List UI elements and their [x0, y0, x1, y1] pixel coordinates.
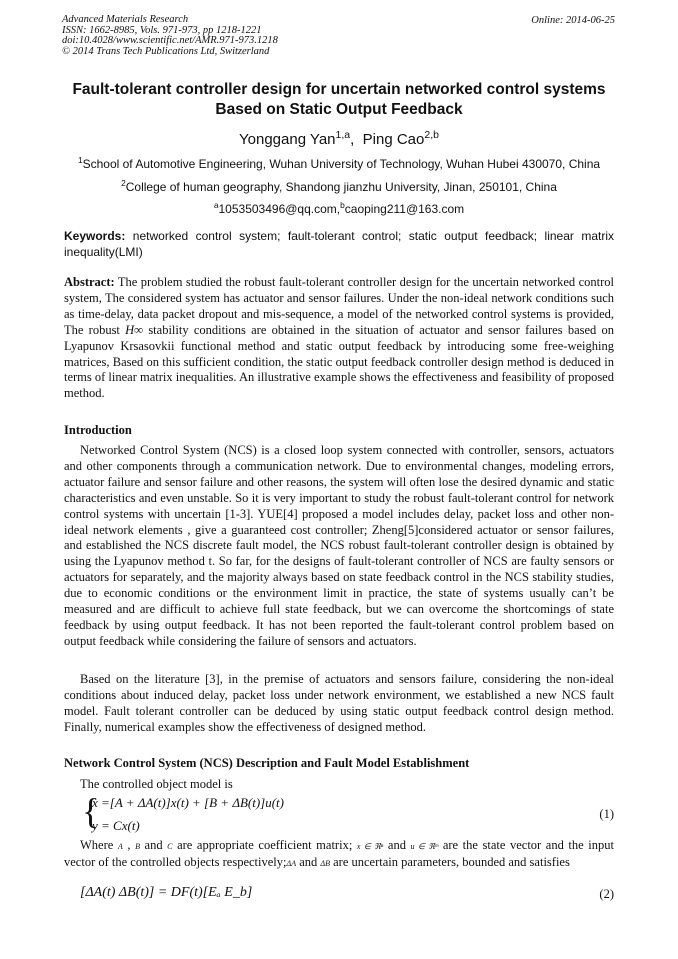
author-1: Yonggang Yan: [239, 131, 336, 148]
u-in-rm: u ∈ ℜᵐ: [410, 842, 439, 851]
keywords-text: networked control system; fault-tolerant control; static output feedback; linear matrix inequality(LMI): [64, 229, 614, 259]
keywords: [64, 228, 614, 260]
where-text-4: are uncertain parameters, bounded and satisfies: [330, 854, 570, 869]
equation-2: [ΔA(t) ΔB(t)] = DF(t)[Eₐ E_b]: [80, 885, 253, 900]
journal-name: Advanced Materials Research: [62, 14, 189, 25]
where-text-2: are appropriate coefficient matrix;: [172, 838, 357, 852]
intro-paragraph-1: Networked Control System (NCS) is a closed loop system connected with controller, sensors, actuators and other components through a communication network. Due to environmental changes, modeling errors, actuator failure and sensor failure and other reasons, the system will often lose the desired dynamic and static characteristics and even unstable. So it is very important to study the robust fault-tolerant control for network control systems with uncertain [1-3]. YUE[4] proposed a model includes delay, packet loss and other non-ideal network elements , give a guaranteed cost controller; Zheng[5]considered actuator or sensor failures, and established the NCS discrete fault model, the NCS robust fault-tolerant controller design is obtained by using the Lyapunov method t. So far, for the designs of fault-tolerant controller of NCS are faulty sensors or actuators for separately, and the majority always based on state feedback control in the NCS stability studies, due to economic conditions or the environment limit in practice, the state of systems usually can’t be measured and are difficult to achieve full state feedback, but we can overcome the shortcomings of state feedback by using output feedback. It has not been reported the fault-tolerant control problem based on output feedback while considering the failure of sensors and actuators.: [64, 443, 614, 648]
online-date: Online: 2014-06-25: [531, 15, 615, 26]
equation-2-number: (2): [599, 887, 614, 901]
where-text-1: Where: [80, 838, 114, 852]
where-text-3: are the state vector and the input vector of the controlled objects respectively;: [64, 838, 614, 869]
symbol-a: A: [117, 842, 123, 851]
equation-1-line-1: ẋ =[A + ΔA(t)]x(t) + [B + ΔB(t)]u(t): [92, 795, 284, 810]
affiliation-2: [0, 180, 678, 194]
email-b-sup: b: [340, 200, 345, 210]
x-in-rn: x ∈ ℜⁿ: [356, 842, 384, 851]
equation-1-line-2: y = Cx(t): [92, 818, 140, 833]
abstract-text-2: stability conditions are obtained in the situation of actuator and sensor failures based on Lyapunov Krsasovkii functional method and static output feedback by introducing some free-weighing matrices, Based on this sufficient condition, the static output feedback controller design method is deduced in terms of linear matrix inequalities. An illustrative example shows the effectiveness and feasibility of proposed method.: [64, 322, 614, 401]
keywords-label: Keywords:: [64, 229, 126, 243]
symbol-separator: ,: [122, 838, 136, 852]
aff1-sup: 1: [77, 155, 83, 165]
and-text-3: and: [296, 854, 321, 869]
issn-line: ISSN: 1662-8985, Vols. 971-973, pp 1218-1221: [62, 24, 262, 36]
and-text-1: and: [139, 838, 168, 852]
email-line: [0, 202, 678, 216]
ncs-heading: Network Control System (NCS) Description and Fault Model Establishment: [64, 756, 470, 770]
doi-line: doi:10.4028/www.scientific.net/AMR.971-973.1218: [62, 35, 278, 46]
abstract-text-1: The problem studied the robust fault-tolerant controller design for the uncertain networked control system, The considered system has actuator and sensor failures. Under the non-ideal network conditions such as time-delay, data packet dropout and mis-sequence, a model of the networked control systems is provided, The robust: [64, 275, 614, 337]
author-1-sup: 1,a: [335, 129, 351, 141]
title-line-2: Based on Static Output Feedback: [215, 101, 463, 118]
affiliation-1: [0, 157, 678, 171]
email-b: caoping211@163.com: [344, 202, 465, 216]
abstract: [64, 275, 614, 402]
title-line-1: Fault-tolerant controller design for uncertain networked control systems: [72, 81, 606, 98]
and-text-2: and: [383, 838, 411, 852]
paper-title: [40, 80, 638, 120]
author-2-sup: 2,b: [424, 129, 439, 141]
intro-paragraph-2: Based on the literature [3], in the premise of actuators and sensors failure, considering the non-ideal conditions about induced delay, packet loss under network environment, we established a new NCS fault model. Fault tolerant controller can be deduced by using static output feedback control design method. Finally, numerical examples show the effectiveness of designed method.: [64, 672, 614, 734]
where-paragraph: [64, 838, 614, 872]
hinf-symbol: H∞: [125, 322, 144, 337]
email-a: 1053503496@qq.com,: [218, 202, 341, 216]
author-2: Ping Cao: [362, 131, 425, 148]
journal-info: [62, 15, 278, 57]
symbol-b: B: [135, 842, 140, 851]
aff2-sup: 2: [121, 178, 126, 188]
equation-1-number: (1): [599, 807, 614, 821]
copyright-line: © 2014 Trans Tech Publications Ltd, Switzerland: [62, 45, 270, 57]
symbol-c: C: [167, 842, 173, 851]
abstract-label: Abstract:: [64, 275, 115, 289]
aff2-text: College of human geography, Shandong jianzhu University, Jinan, 250101, China: [125, 180, 557, 194]
intro-heading: Introduction: [64, 423, 132, 437]
author-separator: ,: [350, 131, 363, 148]
author-list: [0, 131, 678, 148]
delta-b: ΔB: [320, 858, 330, 868]
model-intro: The controlled object model is: [80, 777, 233, 791]
equation-brace: {: [82, 791, 100, 831]
email-a-sup: a: [213, 200, 219, 210]
aff1-text: School of Automotive Engineering, Wuhan University of Technology, Wuhan Hubei 430070, China: [82, 157, 601, 171]
delta-a: ΔA: [286, 858, 297, 868]
